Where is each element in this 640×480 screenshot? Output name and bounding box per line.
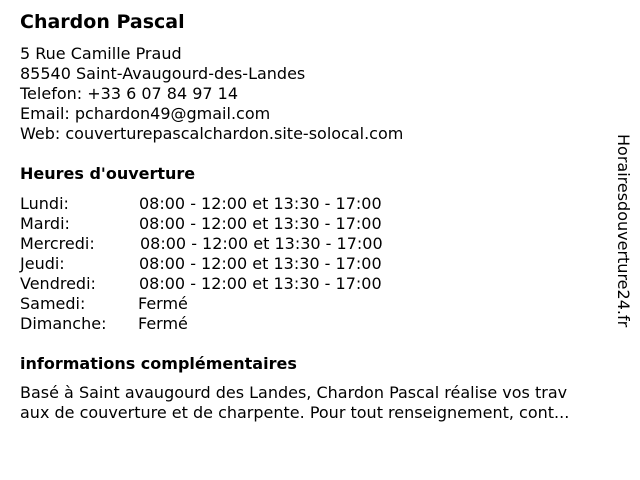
day-hours: 08:00 - 12:00 et 13:30 - 17:00 [139,274,382,293]
street-address: 5 Rue Camille Praud [20,44,182,63]
day-hours: 08:00 - 12:00 et 13:30 - 17:00 [139,214,382,233]
info-line: aux de couverture et de charpente. Pour tout renseignement, cont... [20,403,570,422]
day-label: Samedi: [20,294,86,313]
day-label: Mardi: [20,214,70,233]
additional-info-heading: informations complémentaires [20,354,297,373]
day-hours: 08:00 - 12:00 et 13:30 - 17:00 [140,234,383,253]
day-hours: 08:00 - 12:00 et 13:30 - 17:00 [139,254,382,273]
day-label: Dimanche: [20,314,107,333]
info-line: Basé à Saint avaugourd des Landes, Chardon Pascal réalise vos trav [20,383,568,402]
site-watermark: Horairesdouverture24.fr [614,134,633,328]
city-address: 85540 Saint-Avaugourd-des-Landes [20,64,306,83]
day-label: Jeudi: [20,254,65,273]
day-label: Mercredi: [20,234,95,253]
day-label: Lundi: [20,194,69,213]
phone-number: Telefon: +33 6 07 84 97 14 [20,84,239,103]
day-hours: 08:00 - 12:00 et 13:30 - 17:00 [139,194,382,213]
business-name: Chardon Pascal [20,11,185,33]
email-address: Email: pchardon49@gmail.com [20,104,271,123]
contact-block [20,44,403,144]
day-hours: Fermé [138,294,188,313]
day-label: Vendredi: [20,274,96,293]
day-hours: Fermé [138,314,188,333]
opening-hours-heading: Heures d'ouverture [20,164,196,183]
additional-info-text [20,383,620,423]
website-address: Web: couverturepascalchardon.site-solocal.com [20,124,404,143]
